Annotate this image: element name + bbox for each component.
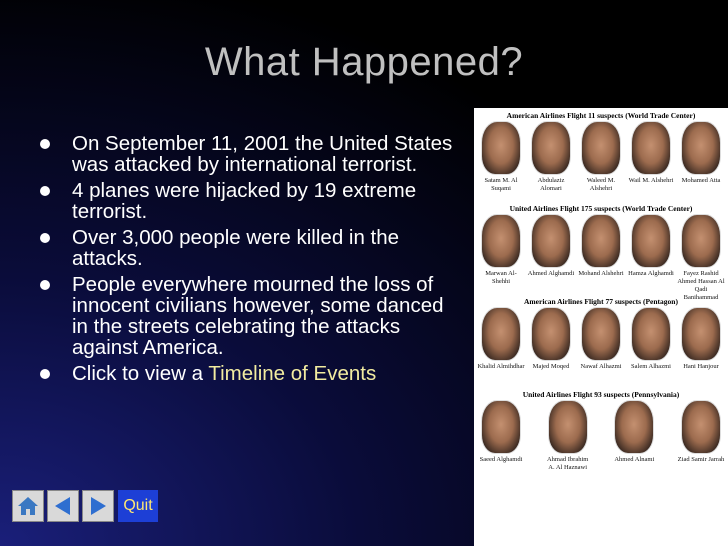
suspect-card <box>677 121 725 201</box>
suspect-card <box>627 307 675 387</box>
photo-row <box>474 400 728 480</box>
portrait-photo <box>631 214 671 268</box>
suspect-card <box>477 307 525 387</box>
portrait-photo <box>481 214 521 268</box>
suspect-card <box>577 121 625 201</box>
group-title: American Airlines Flight 11 suspects (World Trade Center) <box>506 111 696 120</box>
suspect-card <box>527 121 575 201</box>
suspect-name: Saeed Alghamdi <box>479 456 523 463</box>
bullet-dot-icon <box>40 186 50 196</box>
suspect-name: Ahmed Alnami <box>614 456 655 463</box>
bullet-dot-icon <box>40 233 50 243</box>
bullet-dot-icon <box>40 369 50 379</box>
next-button[interactable] <box>82 490 114 522</box>
bullet-item: People everywhere mourned the loss of innocent civilians however, some danced in the streets celebrating the attacks against America. <box>40 274 460 358</box>
portrait-photo <box>581 214 621 268</box>
suspect-card <box>627 214 675 294</box>
group-title: United Airlines Flight 175 suspects (World Trade Center) <box>509 204 693 213</box>
suspect-name: Waleed M. Alshehri <box>586 177 616 192</box>
suspect-name: Mohamed Atta <box>681 177 721 184</box>
portrait-photo <box>481 121 521 175</box>
slide-title: What Happened? <box>204 40 524 84</box>
suspect-card <box>477 214 525 294</box>
photo-row <box>474 307 728 387</box>
portrait-photo <box>614 400 654 454</box>
suspect-card <box>627 121 675 201</box>
suspect-card <box>527 214 575 294</box>
previous-button[interactable] <box>47 490 79 522</box>
suspect-card <box>577 307 625 387</box>
portrait-photo <box>531 121 571 175</box>
portrait-photo <box>631 307 671 361</box>
suspect-name: Marwan Al-Shehhi <box>485 270 517 285</box>
portrait-photo <box>481 400 521 454</box>
bullet-item: On September 11, 2001 the United States was attacked by international terrorist. <box>40 133 460 175</box>
suspect-card <box>477 400 525 480</box>
suspect-card <box>677 400 725 480</box>
bullet-dot-icon <box>40 139 50 149</box>
home-button[interactable] <box>12 490 44 522</box>
bullet-item: Click to view a Timeline of Events <box>40 363 460 384</box>
suspect-name: Khalid Almihdhar <box>477 363 525 370</box>
portrait-photo <box>581 307 621 361</box>
portrait-photo <box>681 307 721 361</box>
suspect-name: Fayez Rashid Ahmed Hassan Al Qadi Banihammad <box>677 270 725 301</box>
bullet-item: Over 3,000 people were killed in the attacks. <box>40 227 460 269</box>
portrait-photo <box>481 307 521 361</box>
timeline-link[interactable]: Timeline of Events <box>208 362 377 385</box>
right-arrow-icon <box>87 495 109 517</box>
suspect-name: Abdulaziz Alomari <box>537 177 565 192</box>
suspect-name: Hani Hanjour <box>683 363 719 370</box>
suspect-name: Ahmed Alghamdi <box>527 270 575 277</box>
group-title: American Airlines Flight 77 suspects (Pentagon) <box>524 297 678 306</box>
suspect-card <box>527 307 575 387</box>
suspect-card <box>677 307 725 387</box>
portrait-photo <box>531 214 571 268</box>
portrait-photo <box>581 121 621 175</box>
portrait-photo <box>681 121 721 175</box>
bullet-list <box>40 133 460 389</box>
photo-row <box>474 214 728 301</box>
suspect-card <box>477 121 525 201</box>
photo-row <box>474 121 728 201</box>
home-icon <box>16 495 40 517</box>
portrait-photo <box>531 307 571 361</box>
suspect-card <box>677 214 725 301</box>
suspect-name: Wail M. Alshehri <box>628 177 674 184</box>
left-arrow-icon <box>52 495 74 517</box>
suspect-name: Nawaf Alhazmi <box>580 363 622 370</box>
suspect-card <box>544 400 592 480</box>
suspect-name: Salem Alhazmi <box>631 363 671 370</box>
suspect-name: Satam M. Al Suqami <box>484 177 518 192</box>
suspect-name: Hamza Alghamdi <box>628 270 674 277</box>
portrait-photo <box>681 400 721 454</box>
portrait-photo <box>548 400 588 454</box>
suspect-name: Ziad Samir Jarrah <box>677 456 725 463</box>
slide-navigation <box>12 490 114 522</box>
suspect-name: Mohand Alshehri <box>578 270 624 277</box>
bullet-dot-icon <box>40 280 50 290</box>
suspect-card <box>577 214 625 294</box>
portrait-photo <box>631 121 671 175</box>
suspect-name: Majed Moqed <box>532 363 570 370</box>
quit-button[interactable]: Quit <box>118 490 158 522</box>
portrait-photo <box>681 214 721 268</box>
suspects-photo-grid <box>474 108 728 546</box>
suspect-name: Ahmad Ibrahim A. Al Haznawi <box>546 456 589 471</box>
bullet-item: 4 planes were hijacked by 19 extreme terrorist. <box>40 180 460 222</box>
group-title: United Airlines Flight 93 suspects (Pennsylvania) <box>522 390 680 399</box>
suspect-card <box>610 400 658 480</box>
